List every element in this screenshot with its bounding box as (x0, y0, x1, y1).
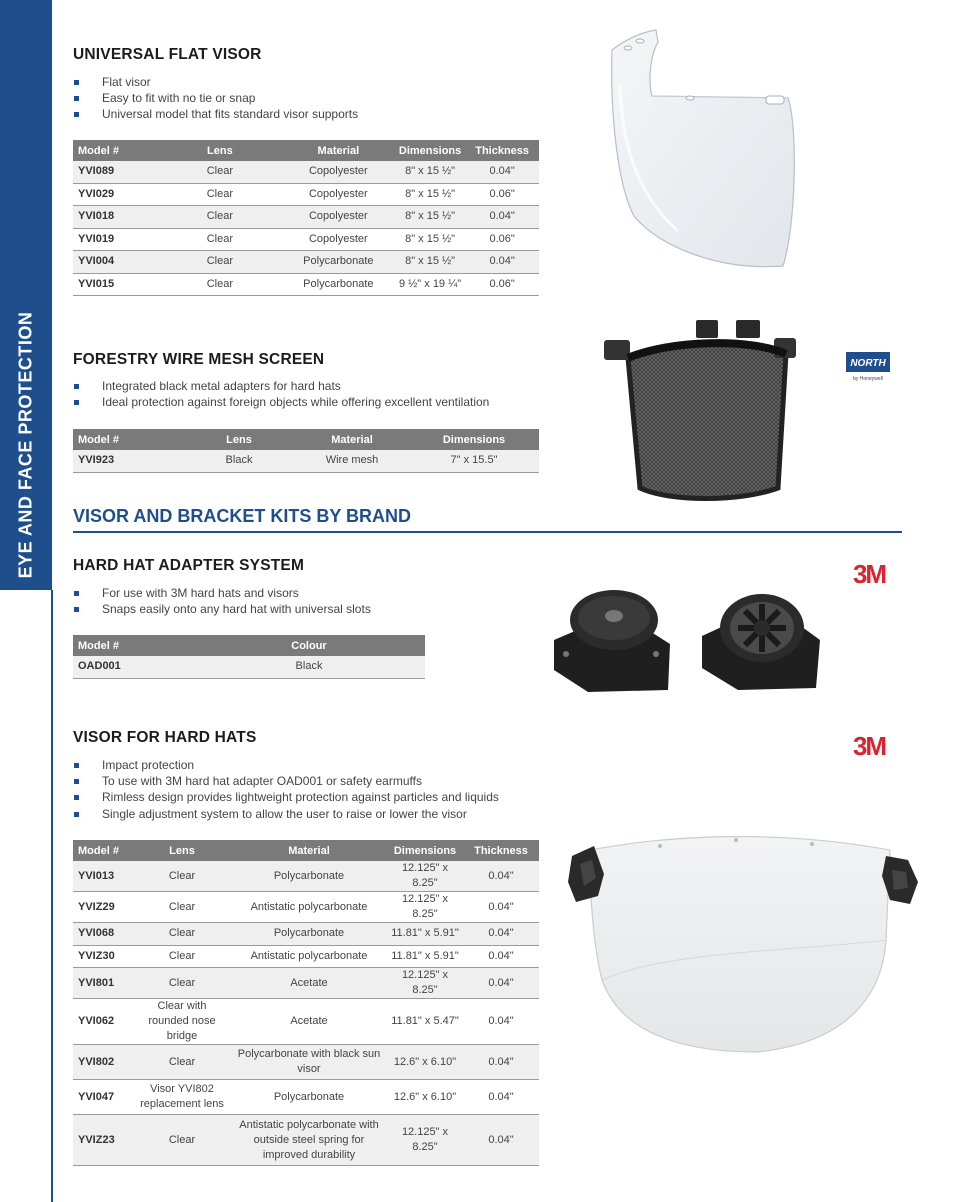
bullet-item: Rimless design provides lightweight protection against particles and liquids (73, 789, 499, 805)
forestry-title: FORESTRY WIRE MESH SCREEN (73, 351, 325, 368)
model-cell: YVI047 (73, 1080, 133, 1115)
table-cell: Clear (133, 945, 231, 968)
bullet-item: Ideal protection against foreign objects while offering excellent ventilation (73, 394, 489, 410)
table-cell: 8" x 15 ½" (395, 206, 465, 229)
table-cell: 0.06" (465, 273, 539, 296)
column-header: Model # (73, 140, 158, 161)
table-cell: 9 ½" x 19 ¼" (395, 273, 465, 296)
table-cell: 0.04" (463, 892, 539, 923)
table-cell: 0.04" (463, 945, 539, 968)
table-cell: 0.04" (463, 1045, 539, 1080)
table-cell: 8" x 15 ½" (395, 228, 465, 251)
bullet-item: Single adjustment system to allow the user to raise or lower the visor (73, 806, 499, 822)
adapter-left (554, 590, 670, 692)
table-cell: 0.06" (465, 183, 539, 206)
table-cell: Clear (133, 861, 231, 892)
model-cell: YVI923 (73, 450, 183, 472)
table-row (73, 450, 539, 472)
table-cell: 0.04" (463, 923, 539, 946)
table-cell: 11.81" x 5.91" (387, 945, 463, 968)
table-cell: 0.04" (465, 251, 539, 274)
table-cell: Copolyester (282, 161, 395, 183)
table-row (73, 183, 539, 206)
brand-heading: VISOR AND BRACKET KITS BY BRAND (73, 506, 412, 526)
side-divider (51, 590, 53, 1202)
hardhat-visor-title: VISOR FOR HARD HATS (73, 729, 257, 746)
model-cell: YVI013 (73, 861, 133, 892)
table-row (73, 1115, 539, 1166)
table-cell: 11.81" x 5.47" (387, 999, 463, 1045)
table-cell: Clear (133, 968, 231, 999)
model-cell: YVI029 (73, 183, 158, 206)
column-header: Thickness (465, 140, 539, 161)
north-logo (846, 352, 890, 384)
column-header: Model # (73, 429, 183, 450)
table-cell: Polycarbonate (231, 861, 387, 892)
forestry-table (73, 429, 539, 473)
3m-logo-text: 3M (852, 560, 886, 586)
3m-logo (846, 732, 892, 758)
table-cell: Polycarbonate (231, 1080, 387, 1115)
table-cell: Clear with rounded nose bridge (133, 999, 231, 1045)
table-cell: Wire mesh (295, 450, 409, 472)
table-row (73, 923, 539, 946)
table-cell: 0.04" (465, 206, 539, 229)
table-cell: Acetate (231, 968, 387, 999)
bullet-item: Universal model that fits standard visor supports (73, 106, 358, 122)
model-cell: YVI004 (73, 251, 158, 274)
table-row (73, 228, 539, 251)
table-cell: 0.04" (463, 1115, 539, 1166)
table-cell: 8" x 15 ½" (395, 161, 465, 183)
table-row (73, 999, 539, 1045)
model-cell: YVI015 (73, 273, 158, 296)
table-cell: Black (193, 656, 425, 678)
adapter-image (548, 584, 832, 696)
table-cell: 0.04" (465, 161, 539, 183)
table-cell: 11.81" x 5.91" (387, 923, 463, 946)
table-cell: Clear (158, 206, 282, 229)
adapter-bullets (73, 585, 371, 617)
column-header: Model # (73, 635, 193, 656)
table-cell: 7" x 15.5" (409, 450, 539, 472)
table-cell: Clear (158, 228, 282, 251)
table-cell: Polycarbonate with black sun visor (231, 1045, 387, 1080)
table-row (73, 161, 539, 183)
table-cell: Clear (158, 251, 282, 274)
table-cell: Black (183, 450, 295, 472)
column-header: Lens (133, 840, 231, 861)
table-header-row (73, 140, 539, 161)
side-tab-label: EYE AND FACE PROTECTION (15, 311, 36, 579)
hardhat-visor-table (73, 840, 539, 1166)
table-cell: 0.04" (463, 968, 539, 999)
bullet-item: To use with 3M hard hat adapter OAD001 or safety earmuffs (73, 773, 499, 789)
forestry-bullets (73, 378, 489, 410)
table-cell: 12.125" x 8.25" (387, 892, 463, 923)
column-header: Dimensions (387, 840, 463, 861)
bullet-item: Impact protection (73, 757, 499, 773)
table-cell: Polycarbonate (231, 923, 387, 946)
column-header: Material (295, 429, 409, 450)
table-cell: Clear (133, 1045, 231, 1080)
table-header-row (73, 635, 425, 656)
column-header: Material (282, 140, 395, 161)
table-row (73, 861, 539, 892)
model-cell: YVIZ29 (73, 892, 133, 923)
table-cell: Antistatic polycarbonate (231, 945, 387, 968)
table-cell: 12.6" x 6.10" (387, 1045, 463, 1080)
bullet-item: For use with 3M hard hats and visors (73, 585, 371, 601)
3m-logo (846, 560, 892, 586)
model-cell: YVIZ30 (73, 945, 133, 968)
model-cell: YVI062 (73, 999, 133, 1045)
table-cell: Antistatic polycarbonate with outside steel spring for improved durability (231, 1115, 387, 1166)
bullet-item: Snaps easily onto any hard hat with universal slots (73, 601, 371, 617)
table-row (73, 892, 539, 923)
model-cell: YVI089 (73, 161, 158, 183)
column-header: Thickness (463, 840, 539, 861)
table-cell: Acetate (231, 999, 387, 1045)
column-header: Lens (183, 429, 295, 450)
table-cell: Clear (133, 892, 231, 923)
adapter-right (702, 594, 820, 690)
bullet-item: Easy to fit with no tie or snap (73, 90, 358, 106)
adapter-title: HARD HAT ADAPTER SYSTEM (73, 557, 305, 574)
table-cell: Clear (133, 1115, 231, 1166)
hardhat-visor-bullets (73, 757, 499, 822)
north-logo-subtext: by Honeywell (853, 376, 883, 382)
bullet-item: Integrated black metal adapters for hard hats (73, 378, 489, 394)
table-cell: Polycarbonate (282, 251, 395, 274)
table-cell: Visor YVI802 replacement lens (133, 1080, 231, 1115)
model-cell: OAD001 (73, 656, 193, 678)
table-cell: Clear (158, 183, 282, 206)
north-logo-text: NORTH (850, 358, 886, 369)
column-header: Dimensions (395, 140, 465, 161)
table-cell: Clear (133, 923, 231, 946)
table-row (73, 1045, 539, 1080)
model-cell: YVI802 (73, 1045, 133, 1080)
table-cell: 12.125" x 8.25" (387, 1115, 463, 1166)
model-cell: YVI801 (73, 968, 133, 999)
adapter-table (73, 635, 425, 679)
table-row (73, 945, 539, 968)
table-row (73, 656, 425, 678)
table-cell: 12.6" x 6.10" (387, 1080, 463, 1115)
table-header-row (73, 840, 539, 861)
table-row (73, 1080, 539, 1115)
flat-visor-bullets (73, 74, 358, 123)
model-cell: YVI068 (73, 923, 133, 946)
wire-mesh-image (600, 318, 800, 508)
column-header: Dimensions (409, 429, 539, 450)
table-cell: Copolyester (282, 228, 395, 251)
model-cell: YVI019 (73, 228, 158, 251)
table-cell: Clear (158, 161, 282, 183)
table-cell: 8" x 15 ½" (395, 183, 465, 206)
table-cell: 0.06" (465, 228, 539, 251)
table-row (73, 251, 539, 274)
table-cell: Antistatic polycarbonate (231, 892, 387, 923)
table-row (73, 206, 539, 229)
table-row (73, 968, 539, 999)
column-header: Material (231, 840, 387, 861)
bullet-item: Flat visor (73, 74, 358, 90)
table-cell: Copolyester (282, 206, 395, 229)
table-cell: 0.04" (463, 999, 539, 1045)
table-cell: Copolyester (282, 183, 395, 206)
column-header: Lens (158, 140, 282, 161)
table-cell: Clear (158, 273, 282, 296)
hardhat-visor-image (556, 830, 922, 1056)
flat-visor-image (598, 26, 798, 274)
brand-heading-rule (73, 531, 902, 533)
flat-visor-title: UNIVERSAL FLAT VISOR (73, 46, 262, 63)
table-cell: Polycarbonate (282, 273, 395, 296)
table-cell: 0.04" (463, 861, 539, 892)
table-row (73, 273, 539, 296)
flat-visor-table (73, 140, 539, 296)
model-cell: YVIZ23 (73, 1115, 133, 1166)
table-cell: 0.04" (463, 1080, 539, 1115)
table-cell: 8" x 15 ½" (395, 251, 465, 274)
model-cell: YVI018 (73, 206, 158, 229)
3m-logo-text: 3M (852, 732, 886, 758)
column-header: Colour (193, 635, 425, 656)
table-header-row (73, 429, 539, 450)
table-cell: 12.125" x 8.25" (387, 968, 463, 999)
table-cell: 12.125" x 8.25" (387, 861, 463, 892)
column-header: Model # (73, 840, 133, 861)
